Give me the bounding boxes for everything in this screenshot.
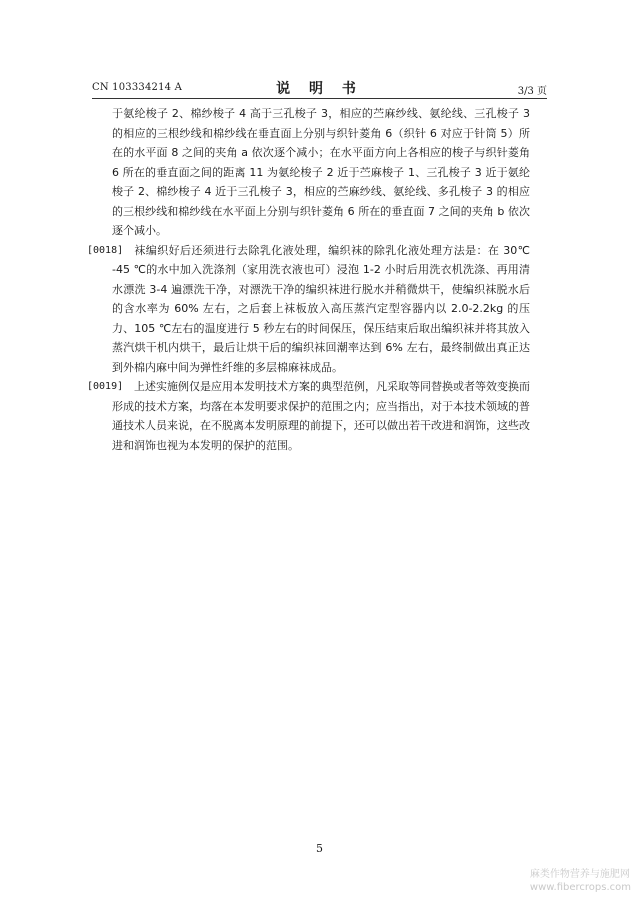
watermark-line-2: www.fibercrops.com [529, 882, 631, 893]
paragraph-id: [0018] [87, 244, 124, 256]
paragraph-text: 于氨纶梭子 2、棉纱梭子 4 高于三孔梭子 3，相应的苎麻纱线、氨纶线、三孔梭子 3 的相应的三根纱线和棉纱线在垂直面上分别与织针菱角 6（织针 6 对应于针筒 5）所在的水平面 8 之间的夹角 a 依次逐个减小；在水平面方向上各相应的梭子与织针菱角 6 所在的垂直面之间的距离 11 为氨纶梭子 2 近于苎麻梭子 1、三孔梭子 3 近于氨纶梭子 2、棉纱梭子 4 近于三孔梭子 3，相应的苎麻纱线、氨纶线、多孔梭子 3 的相应的三根纱线和棉纱线在水平面上分别与织针菱角 6 所在的垂直面 7 之间的夹角 b 依次逐个减小。 [112, 107, 530, 237]
paragraph-0019 [87, 377, 530, 455]
document-body [87, 104, 530, 455]
paragraph-continuation [112, 104, 530, 241]
header-divider [92, 98, 547, 99]
watermark-line-1: 麻类作物营养与施肥网 [529, 869, 630, 880]
site-watermark [530, 868, 631, 894]
paragraph-id: [0019] [87, 381, 124, 392]
publication-number: CN 103334214 A [92, 82, 183, 93]
paragraph-text: 上述实施例仅是应用本发明技术方案的典型范例，凡采取等同替换或者等效变换而形成的技术方案，均落在本发明要求保护的范围之内；应当指出，对于本技术领域的普通技术人员来说，在不脱离本发明原理的前提下，还可以做出若干改进和润饰，这些改进和润饰也视为本发明的保护的范围。 [112, 380, 530, 452]
paragraph-0018 [87, 241, 530, 378]
page-indicator: 3/3 页 [517, 86, 547, 97]
paragraph-text: 袜编织好后还须进行去除乳化液处理，编织袜的除乳化液处理方法是：在 30℃ -45 ℃的水中加入洗涤剂（家用洗衣液也可）浸泡 1-2 小时后用洗衣机洗涤、再用清水漂洗 3-4 遍漂洗干净，对漂洗干净的编织袜进行脱水并稍微烘干，使编织袜脱水后的含水率为 60% 左右，之后套上袜板放入高压蒸汽定型容器内以 2.0-2.2kg 的压力、105 ℃左右的温度进行 5 秒左右的时间保压，保压结束后取出编织袜并将其放入蒸汽烘干机内烘干，最后让烘干后的编织袜回潮率达到 6% 左右，最终制做出真正达到外棉内麻中间为弹性纤维的多层棉麻袜成品。 [112, 243, 530, 374]
page-header [92, 78, 547, 98]
document-title: 说 明 书 [276, 81, 363, 97]
page-number: 5 [316, 842, 323, 855]
